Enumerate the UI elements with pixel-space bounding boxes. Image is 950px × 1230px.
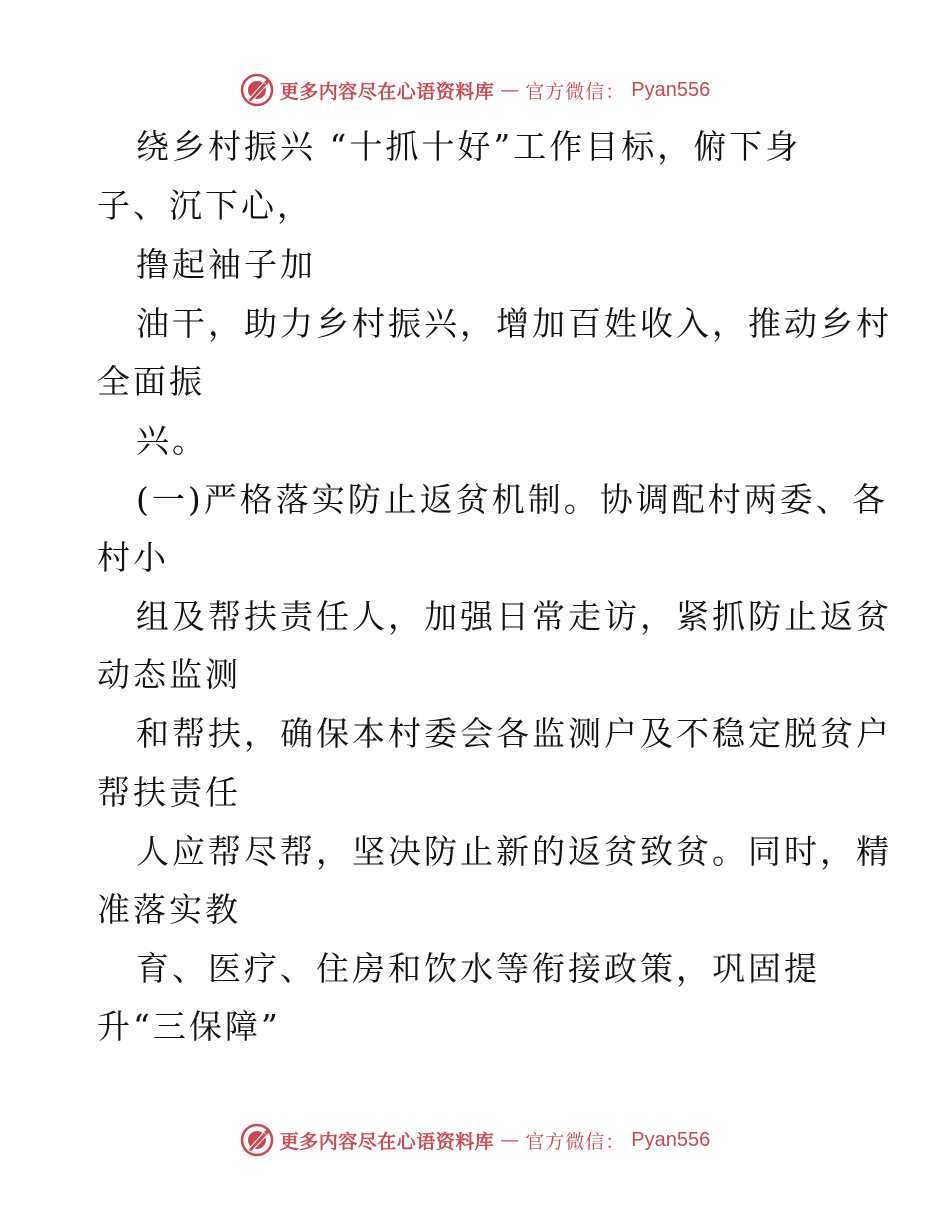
watermark-id: Pyan556 [631, 78, 711, 101]
watermark-official-label: 官方微信： [525, 1130, 626, 1153]
text-line: (一)严格落实防止返贫机制。协调配村两委、各 [136, 480, 888, 519]
text-line: 组及帮扶责任人，加强日常走访，紧抓防止返贫 [136, 597, 892, 636]
footer-watermark [0, 1120, 950, 1160]
text-line: 子、沉下心， [97, 186, 313, 225]
text-line: 绕乡村振兴 “十抓十好”工作目标，俯下身 [136, 127, 802, 166]
text-line: 人应帮尽帮，坚决防止新的返贫致贫。同时，精 [136, 832, 892, 871]
text-line: 育、医疗、住房和饮水等衔接政策，巩固提 [136, 949, 820, 988]
watermark-main-text: 更多内容尽在心语资料库 [279, 1130, 495, 1153]
watermark-separator: — [500, 79, 520, 101]
text-line: 动态监测 [97, 655, 241, 694]
text-line: 准落实教 [97, 890, 241, 929]
header-watermark [0, 70, 950, 110]
text-line: 兴。 [136, 421, 208, 460]
text-line: 和帮扶，确保本村委会各监测户及不稳定脱贫户 [136, 714, 892, 753]
text-line: 帮扶责任 [97, 773, 241, 812]
text-line: 撸起袖子加 [136, 245, 316, 284]
text-line: 油干，助力乡村振兴，增加百姓收入，推动乡村 [136, 304, 892, 343]
watermark-separator: — [500, 1129, 520, 1151]
text-line: 升“三保障” [97, 1007, 281, 1046]
pen-logo-icon [240, 1123, 274, 1157]
pen-logo-icon [240, 73, 274, 107]
watermark-official-label: 官方微信： [525, 80, 626, 103]
watermark-main-text: 更多内容尽在心语资料库 [279, 80, 495, 103]
text-line: 全面振 [97, 362, 205, 401]
watermark-id: Pyan556 [631, 1128, 711, 1151]
text-line: 村小 [97, 538, 169, 577]
